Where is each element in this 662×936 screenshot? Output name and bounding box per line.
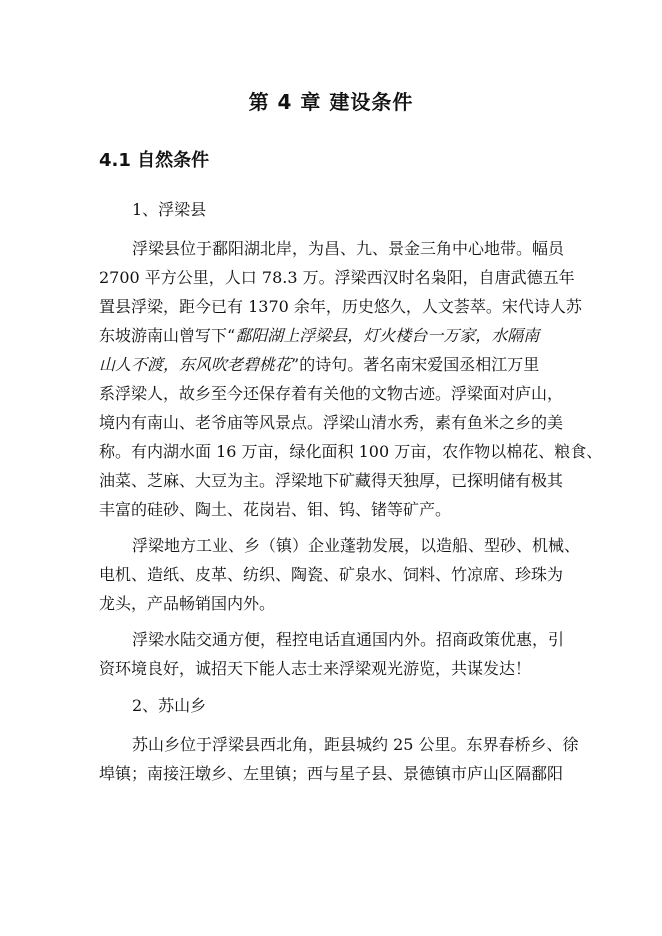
paragraph-line: 境内有南山、老爷庙等风景点。浮梁山清水秀，素有鱼米之乡的美 bbox=[99, 413, 564, 432]
text-run: 东坡游南山曾写下“ bbox=[99, 326, 236, 345]
paragraph-line: 资环境良好，诚招天下能人志士来浮梁观光游览，共谋发达！ bbox=[99, 659, 532, 678]
paragraph-line: 电机、造纸、皮革、纺织、陶瓷、矿泉水、饲料、竹凉席、珍珠为 bbox=[99, 565, 564, 584]
paragraph-line: 龙头，产品畅销国内外。 bbox=[99, 594, 276, 613]
paragraph-line: 埠镇；南接汪墩乡、左里镇；西与星子县、景德镇市庐山区隔鄱阳 bbox=[99, 764, 564, 783]
paragraph-line: 2700 平方公里，人口 78.3 万。浮梁西汉时名枭阳，自唐武德五年 bbox=[99, 268, 575, 287]
paragraph-line: 系浮梁人，故乡至今还保存着有关他的文物古迹。浮梁面对庐山， bbox=[99, 384, 564, 403]
subsection-heading-fuliang: 1、浮梁县 bbox=[132, 200, 207, 219]
poem-quote: 鄱阳湖上浮梁县，灯火楼台一万家，水隔南 bbox=[235, 326, 540, 345]
chapter-title: 第 4 章 建设条件 bbox=[248, 90, 414, 114]
paragraph-line: 苏山乡位于浮梁县西北角，距县城约 25 公里。东界春桥乡、徐 bbox=[132, 735, 579, 754]
paragraph-line: 丰富的硅砂、陶土、花岗岩、钼、钨、锗等矿产。 bbox=[99, 500, 452, 519]
paragraph-line: 置县浮梁，距今已有 1370 余年，历史悠久，人文荟萃。宋代诗人苏 bbox=[99, 297, 582, 316]
subsection-heading-sushan: 2、苏山乡 bbox=[132, 696, 207, 715]
paragraph-line: 浮梁县位于鄱阳湖北岸，为昌、九、景金三角中心地带。幅员 bbox=[132, 239, 565, 258]
text-run: ”的诗句。著名南宋爱国丞相江万里 bbox=[291, 355, 540, 374]
poem-quote: 山人不渡，东风吹老碧桃花 bbox=[99, 355, 292, 374]
paragraph-line bbox=[99, 325, 579, 347]
paragraph-line: 浮梁地方工业、乡（镇）企业蓬勃发展，以造船、型砂、机械、 bbox=[132, 536, 581, 555]
paragraph-line bbox=[99, 354, 579, 376]
section-title: 4.1 自然条件 bbox=[99, 150, 210, 171]
paragraph-line: 油菜、芝麻、大豆为主。浮梁地下矿藏得天独厚，已探明储有极其 bbox=[99, 471, 564, 490]
paragraph-line: 称。有内湖水面 16 万亩，绿化面积 100 万亩，农作物以棉花、粮食、 bbox=[99, 442, 603, 461]
paragraph-line: 浮梁水陆交通方便，程控电话直通国内外。招商政策优惠，引 bbox=[132, 630, 565, 649]
